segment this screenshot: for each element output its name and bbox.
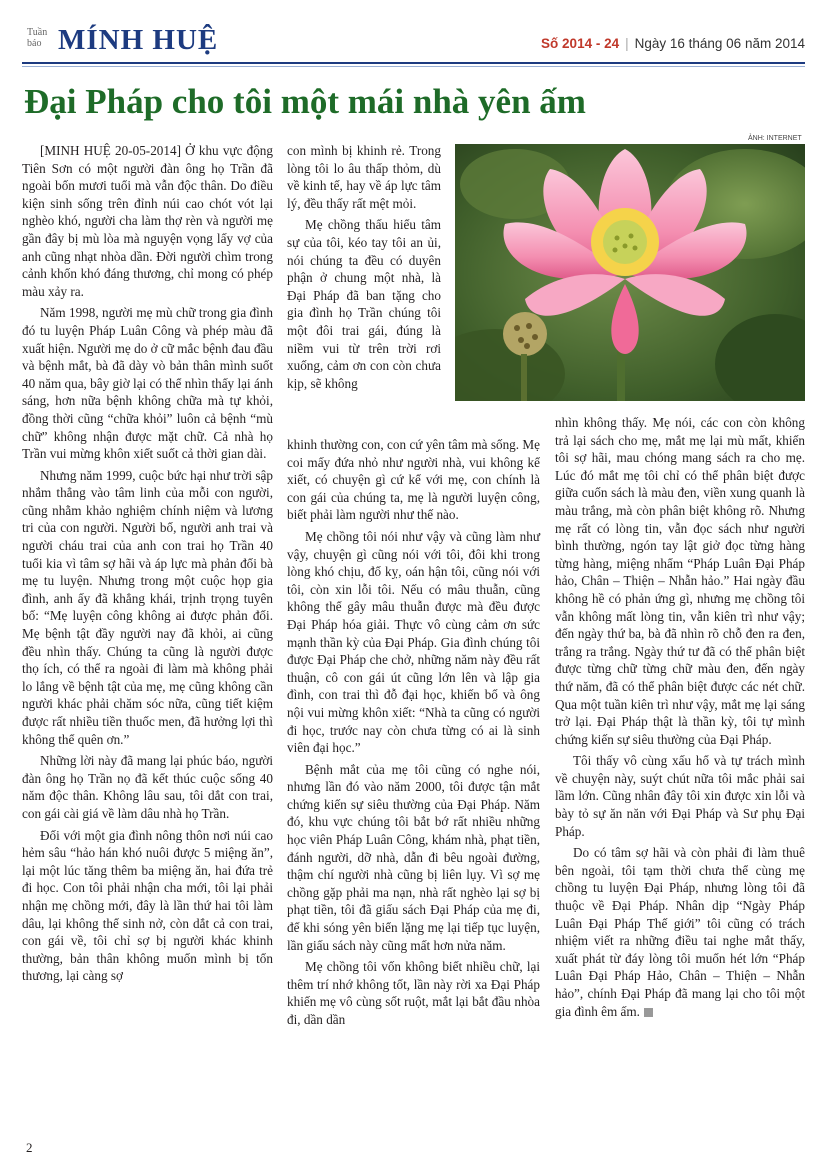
paragraph: Nhưng năm 1999, cuộc bức hại như trời sập nhắm thẳng vào tâm linh của mỗi con người, cũng nhằm khảo nghiệm chính niệm và lương tri của con người. Người bố, người anh trai và người cháu trai của anh con trai họ Trần 40 tuổi kia vì tâm sợ hãi và áp lực mà phản đối bà mẹ tu luyện. Nhưng trong một cuộc họp gia đình, anh ấy đã khẳng khái, trịnh trọng tuyên bố: “Mẹ luyện công không ai được phản đối. Mẹ bệnh tật đầy người nay đã khỏi, ai cũng đều nhìn thấy. Chúng ta cũng là người được thọ ích, có thể ra ngoài đi làm mà không phải lo lắng về bệnh tật của mẹ, mẹ cũng không cần người khác phải chăm sóc nữa, cũng tiết kiệm được rất nhiều tiền thuốc men, đã hưởng lợi thì không thể quên ơn.” (22, 467, 273, 747)
masthead-logo[interactable]: MÍNH HUỆ (58, 24, 219, 56)
article-column-2-top (287, 142, 441, 396)
paragraph: con mình bị khinh rẻ. Trong lòng tôi lo âu thấp thỏm, dù về kinh tế, hay về áp lực tâm lý, đều thấy rất mệt mỏi. (287, 143, 441, 211)
paragraph: Tôi thấy vô cùng xấu hổ và tự trách mình về chuyện này, suýt chút nữa tôi mắc phải sai lầm lớn. Cũng nhân đây tôi xin được xin lỗi và bày tỏ sự ăn năn với Đại Pháp và Sư phụ Đại Pháp. (555, 753, 805, 839)
article-column-3 (555, 414, 805, 1024)
photo-credit: ẢNH: INTERNET (748, 135, 802, 142)
paragraph: Bệnh mắt của mẹ tôi cũng có nghe nói, nhưng lần đó vào năm 2000, tôi được tận mắt chứng kiến sự siêu thường của Đại Pháp. Năm đó, khu vực chúng tôi bắt bớ rất nhiều những học viên Pháp Luân Công, khám nhà, phạt tiền, đánh người, dỡ nhà, dẫn đi bêu ngoài đường, thậm chí người nhà cũng bị liên lụy. Vì sợ mẹ chồng gặp phải ma nạn, nhà rất nghèo lại sợ bị phạt tiền, tôi đã giấu sách Đại Pháp của mẹ đi, để khi sóng yên biển lặng mẹ lại tiếp tục luyện, lần giấu sách này cũng mất hơn nửa năm. (287, 761, 540, 953)
article-column-2-bottom (287, 436, 540, 1033)
paragraph: [MINH HUỆ 20-05-2014] Ở khu vực động Tiên Sơn có một người đàn ông họ Trần đã ngoài bốn mươi tuổi mà vẫn độc thân. Do điều kiện sinh sống trên đỉnh núi cao chót vót lại nghèo khó, người cha làm thợ rèn và người mẹ gần đây bị mù lòa mà nguyện vọng lấy vợ của anh cũng nhạt nhòa dần. Đời người chìm trong cảnh khốn khó đáng thương, chỉ mong có phép màu xảy ra. (22, 143, 273, 299)
paragraph: Đối với một gia đình nông thôn nơi núi cao hẻm sâu “hảo hán khó nuôi được 5 miệng ăn”, lại một lúc tăng thêm ba miệng ăn, hai đứa trẻ đi học. Con tôi phải nhận cha mới, tôi lại phải nhận mẹ chồng mới, đây là lần thứ hai tôi làm dâu, lại không thể sinh nở, còn dắt cả con trai, con gái về, tôi chỉ sợ bị người khác khinh thường, bản thân không muốn mình bị tổn thương, lại càng sợ (22, 827, 273, 984)
paragraph: Mẹ chồng thấu hiểu tâm sự của tôi, kéo tay tôi an ủi, nói chúng ta đều có duyên phận ở chung một nhà, là Đại Pháp đã ban tặng cho gia đình họ Trần chúng tôi một đôi trai gái, đúng là niềm vui từ trên trời rơi xuống, cảm ơn con còn chưa kịp, sẽ không (287, 217, 441, 391)
paragraph (555, 844, 805, 1020)
article-title: Đại Pháp cho tôi một mái nhà yên ấm (24, 82, 586, 121)
page-number: 2 (26, 1140, 33, 1155)
paragraph: Năm 1998, người mẹ mù chữ trong gia đình đó tu luyện Pháp Luân Công và phép màu đã xuất hiện. Người mẹ do ở cữ mắc bệnh đau đầu và bệnh mắt, bà đã dày vò bản thân mình suốt 40 năm qua, bây giờ lại có thể nhìn thấy lại ánh sáng, hơn nữa bệnh không chữa mà tự khỏi, đồng thời cũng “chữa khỏi” luôn cả bệnh “mù chữ” không nhận được mặt chữ. Cả nhà họ Trần vui mừng khôn xiết suốt cả thời gian dài. (22, 305, 273, 462)
issue-date: Ngày 16 tháng 06 năm 2014 (634, 36, 805, 51)
masthead-tuan: Tuần (27, 27, 48, 38)
end-of-article-mark (644, 1008, 653, 1017)
masthead-rule-thin (22, 66, 805, 67)
issue-number: Số 2014 - 24 (541, 36, 620, 51)
masthead (22, 24, 805, 58)
masthead-bao: báo (27, 38, 42, 49)
article-column-1 (22, 142, 273, 989)
paragraph: khinh thường con, con cứ yên tâm mà sống. Mẹ coi mấy đứa nhỏ như người nhà, vui không kể xiết, có chuyện gì cứ kể với mẹ, con chính là con gái của chúng ta, mẹ là người luyện công, biết phải làm người như thế nào. (287, 437, 540, 523)
issue-separator: | (625, 36, 629, 51)
issue-info (541, 36, 805, 51)
lotus-photo (455, 144, 805, 401)
masthead-tuan-bao (27, 27, 47, 49)
paragraph: nhìn không thấy. Mẹ nói, các con còn không trả lại sách cho mẹ, mắt mẹ lại mù mất, khiến tôi sợ hãi, mau chóng mang sách ra cho mẹ. Lúc đó mắt mẹ tôi chỉ có thể phân biệt được giữa cuốn sách là màu đen, viền xung quanh là màu trắng, mà còn phân biệt không rõ. Nhưng mẹ rất có lòng tin, vẫn đọc sách như người bình thường, ngón tay lật giở đọc từng hàng từng hàng, miệng nhẩm “Pháp Luân Đại Pháp hảo, Chân – Thiện – Nhẫn hảo.” Hai ngày đầu không hề có phản ứng gì, nhưng mẹ chồng tôi vẫn không mất lòng tin, vẫn kiên trì như vậy; đến ngày thứ ba, bà đã nhìn rõ chỗ đen ra đen, trắng ra trắng. Ngày thứ tư đã có thể phân biệt được từng chữ từng chữ màu đen, đến ngày thứ năm, đã có thể phân biệt được các nét chữ. Qua một tuần kiên trì như vậy, mắt mẹ lại sáng trở lại. Đại Pháp thật là thần kỳ, tôi tự mình chứng kiến sự siêu thường của Đại Pháp. (555, 415, 805, 747)
paragraph: Những lời này đã mang lại phúc báo, người đàn ông họ Trần nọ đã kết thúc cuộc sống 40 năm độc thân. Không lâu sau, tôi dắt con trai, con gái cài giá về làm dâu nhà họ Trần. (22, 753, 273, 821)
paragraph: Mẹ chồng tôi vốn không biết nhiều chữ, lại thêm trí nhớ không tốt, lần này rời xa Đại Pháp khiến mẹ vô cùng sốt ruột, mắt lại bắt đầu nhòa đi, dần dần (287, 959, 540, 1027)
paragraph-text: Do có tâm sợ hãi và còn phải đi làm thuê bên ngoài, tôi tạm thời chưa thể cùng mẹ chồng tu luyện Đại Pháp, nhưng lòng tôi đã thuộc về Đại Pháp. Nhân dịp “Ngày Pháp Luân Đại Pháp Thế giới” tôi cũng có trách nhiệm viết ra những điều tai nghe mắt thấy, xuất phát từ đáy lòng tôi muốn hét lớn “Pháp Luân Đại Pháp Hảo, Chân – Thiện – Nhẫn hảo”, chính Đại Pháp đã mang lại cho tôi một gia đình êm ấm. (555, 845, 805, 1019)
masthead-rule (22, 62, 805, 64)
paragraph: Mẹ chồng tôi nói như vậy và cũng làm như vậy, chuyện gì cũng nói với tôi, đôi khi trong lòng khó chịu, đố kỵ, oán hận tôi, cũng nói với tôi, còn xin lỗi tôi. Nếu có mâu thuẫn, cũng không thể gây mâu thuẫn được mà đều được Đại Pháp hóa giải. Thực vô cùng cảm ơn sức mạnh thần kỳ của Đại Pháp. Gia đình chúng tôi được Đại Pháp che chở, những năm này đều rất thuận, cô con gái út cũng lớn lên và lập gia đình, con trai thì đỗ đại học, khiến bố và ông nội vui mừng khôn xiết: “Nhà ta cũng có người đi học, trước nay còn chưa từng có ai là sinh viên đại học.” (287, 528, 540, 756)
